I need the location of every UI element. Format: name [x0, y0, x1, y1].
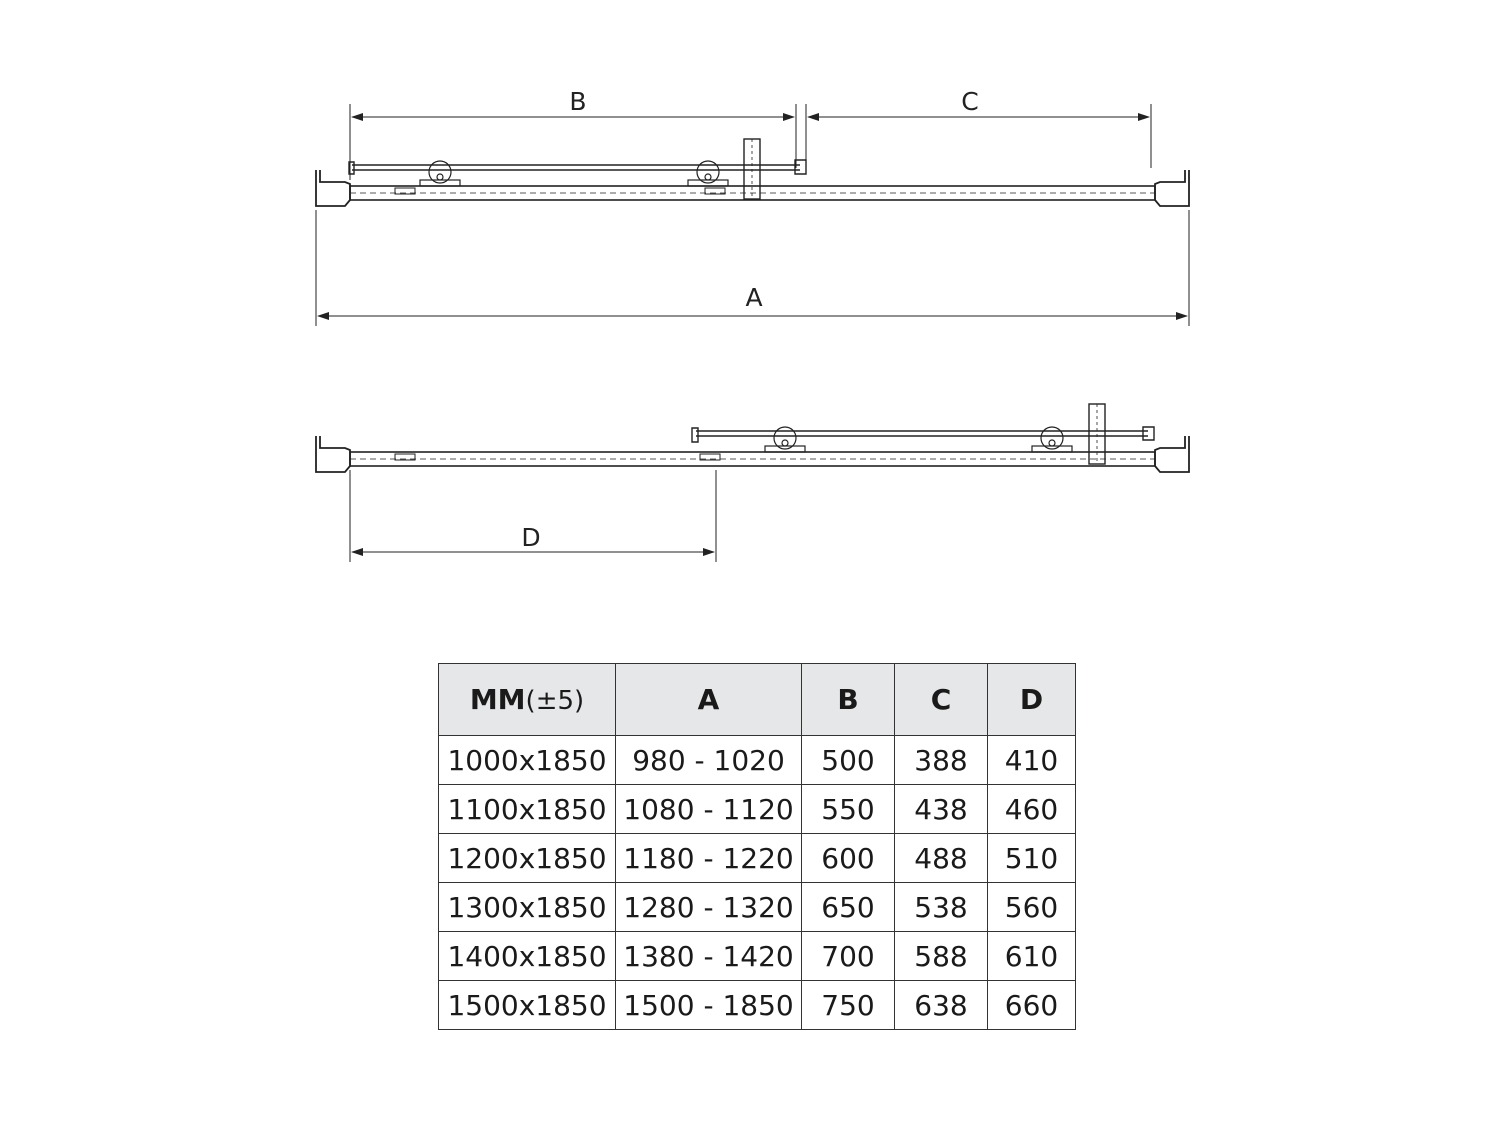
header-c: C — [895, 664, 988, 736]
c-cell: 588 — [895, 932, 988, 981]
size-cell: 1000x1850 — [439, 736, 616, 785]
c-cell: 538 — [895, 883, 988, 932]
c-cell: 388 — [895, 736, 988, 785]
bottom-view — [316, 404, 1189, 562]
d-cell: 510 — [988, 834, 1076, 883]
b-cell: 550 — [802, 785, 895, 834]
dimension-label-c: C — [961, 87, 979, 116]
d-cell: 610 — [988, 932, 1076, 981]
header-unit-cell — [439, 664, 616, 736]
dimension-label-b: B — [569, 87, 587, 116]
right-wall-profile — [1155, 170, 1189, 206]
header-d: D — [988, 664, 1076, 736]
b-cell: 500 — [802, 736, 895, 785]
a-cell: 1080 - 1120 — [616, 785, 802, 834]
left-wall-profile — [316, 170, 350, 206]
table-row — [439, 785, 1076, 834]
c-cell: 438 — [895, 785, 988, 834]
a-cell: 1180 - 1220 — [616, 834, 802, 883]
b-cell: 750 — [802, 981, 895, 1030]
dimension-label-a: A — [745, 283, 763, 312]
d-cell: 660 — [988, 981, 1076, 1030]
dimension-label-d: D — [521, 523, 541, 552]
size-cell: 1500x1850 — [439, 981, 616, 1030]
left-wall-profile — [316, 436, 350, 472]
table-row — [439, 834, 1076, 883]
table-header-row — [439, 664, 1076, 736]
b-cell: 600 — [802, 834, 895, 883]
table-row — [439, 932, 1076, 981]
size-cell: 1200x1850 — [439, 834, 616, 883]
table-row — [439, 736, 1076, 785]
header-unit: MM — [469, 683, 526, 716]
size-cell: 1400x1850 — [439, 932, 616, 981]
header-b: B — [802, 664, 895, 736]
table-row — [439, 981, 1076, 1030]
c-cell: 638 — [895, 981, 988, 1030]
size-cell: 1100x1850 — [439, 785, 616, 834]
size-cell: 1300x1850 — [439, 883, 616, 932]
dimensions-table — [438, 663, 1076, 1030]
a-cell: 1380 - 1420 — [616, 932, 802, 981]
right-wall-profile — [1155, 436, 1189, 472]
c-cell: 488 — [895, 834, 988, 883]
table-row — [439, 883, 1076, 932]
a-cell: 980 - 1020 — [616, 736, 802, 785]
d-cell: 560 — [988, 883, 1076, 932]
a-cell: 1500 - 1850 — [616, 981, 802, 1030]
a-cell: 1280 - 1320 — [616, 883, 802, 932]
d-cell: 460 — [988, 785, 1076, 834]
b-cell: 650 — [802, 883, 895, 932]
b-cell: 700 — [802, 932, 895, 981]
header-tolerance: (±5) — [525, 686, 585, 716]
header-a: A — [616, 664, 802, 736]
d-cell: 410 — [988, 736, 1076, 785]
